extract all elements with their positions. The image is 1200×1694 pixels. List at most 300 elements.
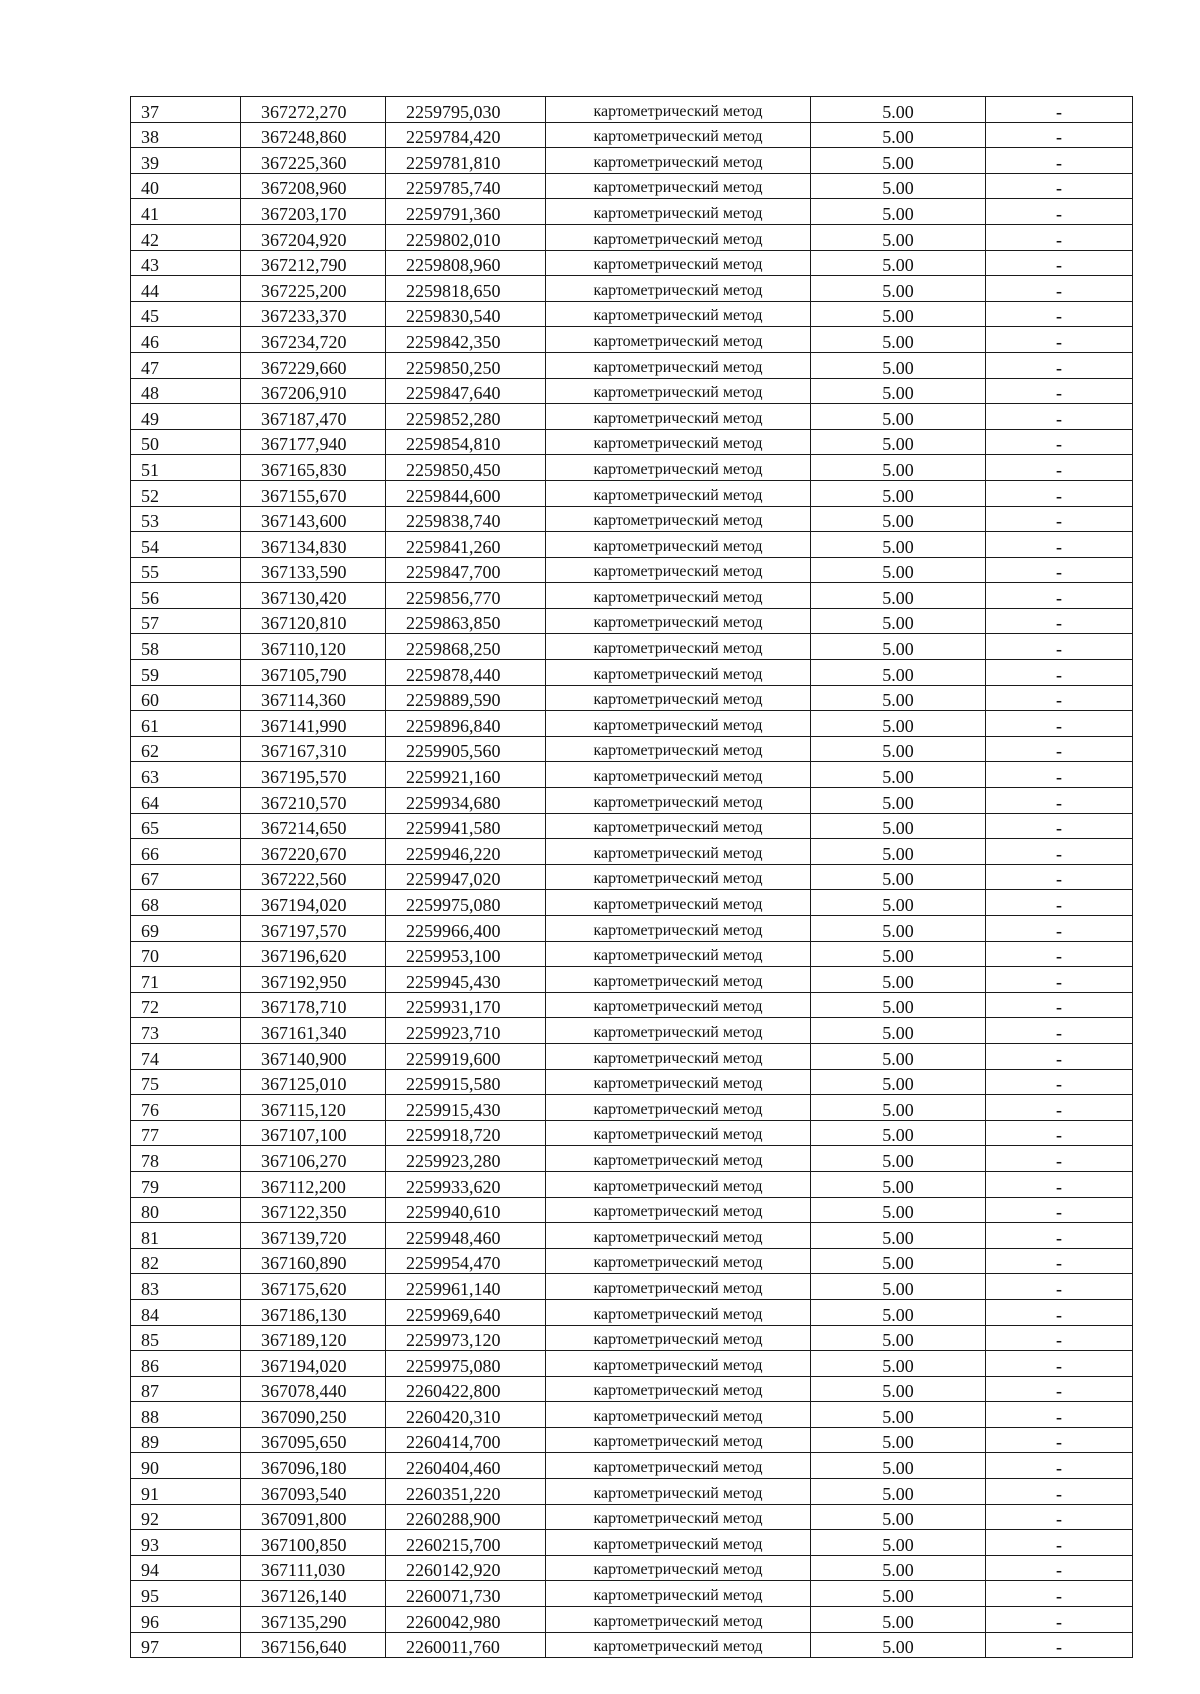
y-coordinate-cell: 2260288,900 [386, 1504, 546, 1530]
note-cell: - [986, 532, 1133, 558]
accuracy-cell: 5.00 [811, 506, 986, 532]
accuracy-cell: 5.00 [811, 1299, 986, 1325]
method-cell: картометрический метод [546, 1530, 811, 1556]
note-cell: - [986, 224, 1133, 250]
y-coordinate-cell: 2259842,350 [386, 327, 546, 353]
method-cell: картометрический метод [546, 1171, 811, 1197]
y-coordinate-cell: 2259868,250 [386, 634, 546, 660]
note-cell: - [986, 1325, 1133, 1351]
accuracy-cell: 5.00 [811, 429, 986, 455]
note-cell: - [986, 1095, 1133, 1121]
y-coordinate-cell: 2259941,580 [386, 813, 546, 839]
x-coordinate-cell: 367156,640 [241, 1632, 386, 1658]
table-row [131, 148, 1133, 174]
x-coordinate-cell: 367115,120 [241, 1095, 386, 1121]
table-row [131, 941, 1133, 967]
accuracy-cell: 5.00 [811, 634, 986, 660]
point-number-cell: 77 [131, 1120, 241, 1146]
accuracy-cell: 5.00 [811, 711, 986, 737]
accuracy-cell: 5.00 [811, 1197, 986, 1223]
point-number-cell: 53 [131, 506, 241, 532]
x-coordinate-cell: 367210,570 [241, 788, 386, 814]
table-row [131, 1223, 1133, 1249]
method-cell: картометрический метод [546, 1095, 811, 1121]
point-number-cell: 85 [131, 1325, 241, 1351]
point-number-cell: 59 [131, 660, 241, 686]
note-cell: - [986, 199, 1133, 225]
table-row [131, 122, 1133, 148]
method-cell: картометрический метод [546, 711, 811, 737]
note-cell: - [986, 634, 1133, 660]
point-number-cell: 40 [131, 173, 241, 199]
note-cell: - [986, 1299, 1133, 1325]
method-cell: картометрический метод [546, 1043, 811, 1069]
point-number-cell: 41 [131, 199, 241, 225]
y-coordinate-cell: 2259954,470 [386, 1248, 546, 1274]
y-coordinate-cell: 2259844,600 [386, 480, 546, 506]
note-cell: - [986, 1351, 1133, 1377]
x-coordinate-cell: 367100,850 [241, 1530, 386, 1556]
table-row [131, 1069, 1133, 1095]
y-coordinate-cell: 2259847,700 [386, 557, 546, 583]
accuracy-cell: 5.00 [811, 532, 986, 558]
accuracy-cell: 5.00 [811, 1146, 986, 1172]
note-cell: - [986, 583, 1133, 609]
table-row [131, 608, 1133, 634]
point-number-cell: 67 [131, 864, 241, 890]
method-cell: картометрический метод [546, 941, 811, 967]
table-row [131, 1504, 1133, 1530]
method-cell: картометрический метод [546, 967, 811, 993]
accuracy-cell: 5.00 [811, 1376, 986, 1402]
table-row [131, 1453, 1133, 1479]
method-cell: картометрический метод [546, 1299, 811, 1325]
method-cell: картометрический метод [546, 250, 811, 276]
point-number-cell: 81 [131, 1223, 241, 1249]
x-coordinate-cell: 367234,720 [241, 327, 386, 353]
note-cell: - [986, 1402, 1133, 1428]
table-row [131, 788, 1133, 814]
table-row [131, 1197, 1133, 1223]
accuracy-cell: 5.00 [811, 1274, 986, 1300]
method-cell: картометрический метод [546, 1581, 811, 1607]
point-number-cell: 70 [131, 941, 241, 967]
y-coordinate-cell: 2259878,440 [386, 660, 546, 686]
y-coordinate-cell: 2259854,810 [386, 429, 546, 455]
accuracy-cell: 5.00 [811, 1607, 986, 1633]
accuracy-cell: 5.00 [811, 583, 986, 609]
y-coordinate-cell: 2259915,580 [386, 1069, 546, 1095]
x-coordinate-cell: 367186,130 [241, 1299, 386, 1325]
table-row [131, 1325, 1133, 1351]
y-coordinate-cell: 2259850,450 [386, 455, 546, 481]
method-cell: картометрический метод [546, 148, 811, 174]
note-cell: - [986, 1581, 1133, 1607]
table-row [131, 173, 1133, 199]
table-row [131, 890, 1133, 916]
table-row [131, 1095, 1133, 1121]
x-coordinate-cell: 367225,200 [241, 276, 386, 302]
accuracy-cell: 5.00 [811, 608, 986, 634]
y-coordinate-cell: 2259948,460 [386, 1223, 546, 1249]
x-coordinate-cell: 367112,200 [241, 1171, 386, 1197]
point-number-cell: 94 [131, 1555, 241, 1581]
y-coordinate-cell: 2259953,100 [386, 941, 546, 967]
method-cell: картометрический метод [546, 480, 811, 506]
note-cell: - [986, 455, 1133, 481]
x-coordinate-cell: 367091,800 [241, 1504, 386, 1530]
accuracy-cell: 5.00 [811, 1427, 986, 1453]
method-cell: картометрический метод [546, 1248, 811, 1274]
method-cell: картометрический метод [546, 97, 811, 123]
point-number-cell: 61 [131, 711, 241, 737]
table-row [131, 813, 1133, 839]
table-row [131, 378, 1133, 404]
y-coordinate-cell: 2259795,030 [386, 97, 546, 123]
x-coordinate-cell: 367107,100 [241, 1120, 386, 1146]
table-row [131, 1632, 1133, 1658]
x-coordinate-cell: 367203,170 [241, 199, 386, 225]
x-coordinate-cell: 367125,010 [241, 1069, 386, 1095]
point-number-cell: 50 [131, 429, 241, 455]
accuracy-cell: 5.00 [811, 1453, 986, 1479]
table-row [131, 1351, 1133, 1377]
note-cell: - [986, 890, 1133, 916]
point-number-cell: 95 [131, 1581, 241, 1607]
y-coordinate-cell: 2259973,120 [386, 1325, 546, 1351]
accuracy-cell: 5.00 [811, 1325, 986, 1351]
method-cell: картометрический метод [546, 839, 811, 865]
accuracy-cell: 5.00 [811, 276, 986, 302]
y-coordinate-cell: 2259969,640 [386, 1299, 546, 1325]
note-cell: - [986, 1274, 1133, 1300]
x-coordinate-cell: 367177,940 [241, 429, 386, 455]
point-number-cell: 71 [131, 967, 241, 993]
table-row [131, 97, 1133, 123]
x-coordinate-cell: 367160,890 [241, 1248, 386, 1274]
table-row [131, 736, 1133, 762]
coordinates-table [130, 96, 1133, 1658]
x-coordinate-cell: 367248,860 [241, 122, 386, 148]
accuracy-cell: 5.00 [811, 224, 986, 250]
y-coordinate-cell: 2259863,850 [386, 608, 546, 634]
y-coordinate-cell: 2260142,920 [386, 1555, 546, 1581]
table-row [131, 199, 1133, 225]
point-number-cell: 97 [131, 1632, 241, 1658]
x-coordinate-cell: 367192,950 [241, 967, 386, 993]
accuracy-cell: 5.00 [811, 97, 986, 123]
y-coordinate-cell: 2259896,840 [386, 711, 546, 737]
method-cell: картометрический метод [546, 1376, 811, 1402]
y-coordinate-cell: 2260351,220 [386, 1479, 546, 1505]
point-number-cell: 69 [131, 916, 241, 942]
y-coordinate-cell: 2259791,360 [386, 199, 546, 225]
note-cell: - [986, 1197, 1133, 1223]
table-row [131, 506, 1133, 532]
y-coordinate-cell: 2259934,680 [386, 788, 546, 814]
y-coordinate-cell: 2259841,260 [386, 532, 546, 558]
method-cell: картометрический метод [546, 122, 811, 148]
accuracy-cell: 5.00 [811, 1171, 986, 1197]
method-cell: картометрический метод [546, 1197, 811, 1223]
point-number-cell: 93 [131, 1530, 241, 1556]
y-coordinate-cell: 2259818,650 [386, 276, 546, 302]
point-number-cell: 37 [131, 97, 241, 123]
x-coordinate-cell: 367206,910 [241, 378, 386, 404]
accuracy-cell: 5.00 [811, 788, 986, 814]
note-cell: - [986, 813, 1133, 839]
note-cell: - [986, 1453, 1133, 1479]
method-cell: картометрический метод [546, 1018, 811, 1044]
y-coordinate-cell: 2260011,760 [386, 1632, 546, 1658]
note-cell: - [986, 1248, 1133, 1274]
note-cell: - [986, 276, 1133, 302]
point-number-cell: 78 [131, 1146, 241, 1172]
x-coordinate-cell: 367212,790 [241, 250, 386, 276]
note-cell: - [986, 941, 1133, 967]
method-cell: картометрический метод [546, 1632, 811, 1658]
x-coordinate-cell: 367139,720 [241, 1223, 386, 1249]
x-coordinate-cell: 367105,790 [241, 660, 386, 686]
table-row [131, 1376, 1133, 1402]
accuracy-cell: 5.00 [811, 480, 986, 506]
y-coordinate-cell: 2259781,810 [386, 148, 546, 174]
accuracy-cell: 5.00 [811, 301, 986, 327]
note-cell: - [986, 916, 1133, 942]
y-coordinate-cell: 2259933,620 [386, 1171, 546, 1197]
y-coordinate-cell: 2259940,610 [386, 1197, 546, 1223]
note-cell: - [986, 378, 1133, 404]
table-row [131, 711, 1133, 737]
x-coordinate-cell: 367133,590 [241, 557, 386, 583]
point-number-cell: 87 [131, 1376, 241, 1402]
point-number-cell: 52 [131, 480, 241, 506]
note-cell: - [986, 1607, 1133, 1633]
point-number-cell: 44 [131, 276, 241, 302]
note-cell: - [986, 557, 1133, 583]
x-coordinate-cell: 367175,620 [241, 1274, 386, 1300]
y-coordinate-cell: 2259975,080 [386, 1351, 546, 1377]
table-row [131, 1479, 1133, 1505]
x-coordinate-cell: 367208,960 [241, 173, 386, 199]
point-number-cell: 86 [131, 1351, 241, 1377]
note-cell: - [986, 429, 1133, 455]
table-row [131, 1248, 1133, 1274]
y-coordinate-cell: 2260422,800 [386, 1376, 546, 1402]
table-row [131, 685, 1133, 711]
method-cell: картометрический метод [546, 890, 811, 916]
accuracy-cell: 5.00 [811, 455, 986, 481]
method-cell: картометрический метод [546, 352, 811, 378]
note-cell: - [986, 173, 1133, 199]
x-coordinate-cell: 367167,310 [241, 736, 386, 762]
point-number-cell: 66 [131, 839, 241, 865]
table-row [131, 404, 1133, 430]
note-cell: - [986, 1223, 1133, 1249]
method-cell: картометрический метод [546, 1274, 811, 1300]
method-cell: картометрический метод [546, 634, 811, 660]
x-coordinate-cell: 367114,360 [241, 685, 386, 711]
note-cell: - [986, 608, 1133, 634]
method-cell: картометрический метод [546, 608, 811, 634]
method-cell: картометрический метод [546, 788, 811, 814]
accuracy-cell: 5.00 [811, 1223, 986, 1249]
table-row [131, 455, 1133, 481]
method-cell: картометрический метод [546, 916, 811, 942]
x-coordinate-cell: 367233,370 [241, 301, 386, 327]
table-row [131, 1427, 1133, 1453]
note-cell: - [986, 1018, 1133, 1044]
point-number-cell: 56 [131, 583, 241, 609]
point-number-cell: 39 [131, 148, 241, 174]
x-coordinate-cell: 367095,650 [241, 1427, 386, 1453]
note-cell: - [986, 1555, 1133, 1581]
accuracy-cell: 5.00 [811, 839, 986, 865]
y-coordinate-cell: 2260414,700 [386, 1427, 546, 1453]
y-coordinate-cell: 2259847,640 [386, 378, 546, 404]
point-number-cell: 65 [131, 813, 241, 839]
note-cell: - [986, 736, 1133, 762]
y-coordinate-cell: 2260071,730 [386, 1581, 546, 1607]
note-cell: - [986, 839, 1133, 865]
table-row [131, 762, 1133, 788]
x-coordinate-cell: 367204,920 [241, 224, 386, 250]
table-row [131, 480, 1133, 506]
x-coordinate-cell: 367165,830 [241, 455, 386, 481]
note-cell: - [986, 506, 1133, 532]
method-cell: картометрический метод [546, 583, 811, 609]
accuracy-cell: 5.00 [811, 122, 986, 148]
point-number-cell: 43 [131, 250, 241, 276]
x-coordinate-cell: 367140,900 [241, 1043, 386, 1069]
method-cell: картометрический метод [546, 660, 811, 686]
x-coordinate-cell: 367126,140 [241, 1581, 386, 1607]
accuracy-cell: 5.00 [811, 916, 986, 942]
method-cell: картометрический метод [546, 378, 811, 404]
table-row [131, 557, 1133, 583]
point-number-cell: 84 [131, 1299, 241, 1325]
note-cell: - [986, 97, 1133, 123]
method-cell: картометрический метод [546, 1069, 811, 1095]
method-cell: картометрический метод [546, 1504, 811, 1530]
accuracy-cell: 5.00 [811, 404, 986, 430]
method-cell: картометрический метод [546, 1555, 811, 1581]
point-number-cell: 47 [131, 352, 241, 378]
method-cell: картометрический метод [546, 1427, 811, 1453]
point-number-cell: 80 [131, 1197, 241, 1223]
y-coordinate-cell: 2259946,220 [386, 839, 546, 865]
point-number-cell: 76 [131, 1095, 241, 1121]
point-number-cell: 90 [131, 1453, 241, 1479]
accuracy-cell: 5.00 [811, 660, 986, 686]
y-coordinate-cell: 2259785,740 [386, 173, 546, 199]
note-cell: - [986, 788, 1133, 814]
x-coordinate-cell: 367130,420 [241, 583, 386, 609]
accuracy-cell: 5.00 [811, 199, 986, 225]
x-coordinate-cell: 367134,830 [241, 532, 386, 558]
table-row [131, 1274, 1133, 1300]
table-row [131, 1607, 1133, 1633]
table-row [131, 967, 1133, 993]
table-row [131, 839, 1133, 865]
note-cell: - [986, 250, 1133, 276]
point-number-cell: 60 [131, 685, 241, 711]
y-coordinate-cell: 2259918,720 [386, 1120, 546, 1146]
method-cell: картометрический метод [546, 224, 811, 250]
x-coordinate-cell: 367161,340 [241, 1018, 386, 1044]
coordinates-table-body [131, 97, 1133, 1658]
accuracy-cell: 5.00 [811, 864, 986, 890]
x-coordinate-cell: 367272,270 [241, 97, 386, 123]
note-cell: - [986, 122, 1133, 148]
note-cell: - [986, 1120, 1133, 1146]
y-coordinate-cell: 2259921,160 [386, 762, 546, 788]
accuracy-cell: 5.00 [811, 685, 986, 711]
point-number-cell: 72 [131, 992, 241, 1018]
accuracy-cell: 5.00 [811, 1581, 986, 1607]
y-coordinate-cell: 2259975,080 [386, 890, 546, 916]
accuracy-cell: 5.00 [811, 1555, 986, 1581]
accuracy-cell: 5.00 [811, 1095, 986, 1121]
x-coordinate-cell: 367197,570 [241, 916, 386, 942]
note-cell: - [986, 992, 1133, 1018]
accuracy-cell: 5.00 [811, 1043, 986, 1069]
point-number-cell: 73 [131, 1018, 241, 1044]
y-coordinate-cell: 2259947,020 [386, 864, 546, 890]
accuracy-cell: 5.00 [811, 1632, 986, 1658]
x-coordinate-cell: 367222,560 [241, 864, 386, 890]
table-row [131, 1299, 1133, 1325]
table-row [131, 634, 1133, 660]
y-coordinate-cell: 2259966,400 [386, 916, 546, 942]
y-coordinate-cell: 2259838,740 [386, 506, 546, 532]
table-row [131, 224, 1133, 250]
accuracy-cell: 5.00 [811, 1069, 986, 1095]
x-coordinate-cell: 367195,570 [241, 762, 386, 788]
table-row [131, 1146, 1133, 1172]
y-coordinate-cell: 2259961,140 [386, 1274, 546, 1300]
accuracy-cell: 5.00 [811, 1018, 986, 1044]
point-number-cell: 58 [131, 634, 241, 660]
point-number-cell: 92 [131, 1504, 241, 1530]
accuracy-cell: 5.00 [811, 1402, 986, 1428]
point-number-cell: 38 [131, 122, 241, 148]
x-coordinate-cell: 367178,710 [241, 992, 386, 1018]
accuracy-cell: 5.00 [811, 813, 986, 839]
method-cell: картометрический метод [546, 762, 811, 788]
x-coordinate-cell: 367194,020 [241, 890, 386, 916]
x-coordinate-cell: 367189,120 [241, 1325, 386, 1351]
method-cell: картометрический метод [546, 1120, 811, 1146]
x-coordinate-cell: 367135,290 [241, 1607, 386, 1633]
x-coordinate-cell: 367111,030 [241, 1555, 386, 1581]
x-coordinate-cell: 367093,540 [241, 1479, 386, 1505]
point-number-cell: 82 [131, 1248, 241, 1274]
method-cell: картометрический метод [546, 813, 811, 839]
accuracy-cell: 5.00 [811, 352, 986, 378]
y-coordinate-cell: 2260042,980 [386, 1607, 546, 1633]
point-number-cell: 62 [131, 736, 241, 762]
x-coordinate-cell: 367078,440 [241, 1376, 386, 1402]
table-row [131, 1581, 1133, 1607]
method-cell: картометрический метод [546, 685, 811, 711]
table-row [131, 301, 1133, 327]
note-cell: - [986, 762, 1133, 788]
accuracy-cell: 5.00 [811, 1479, 986, 1505]
y-coordinate-cell: 2259923,280 [386, 1146, 546, 1172]
note-cell: - [986, 1043, 1133, 1069]
accuracy-cell: 5.00 [811, 173, 986, 199]
